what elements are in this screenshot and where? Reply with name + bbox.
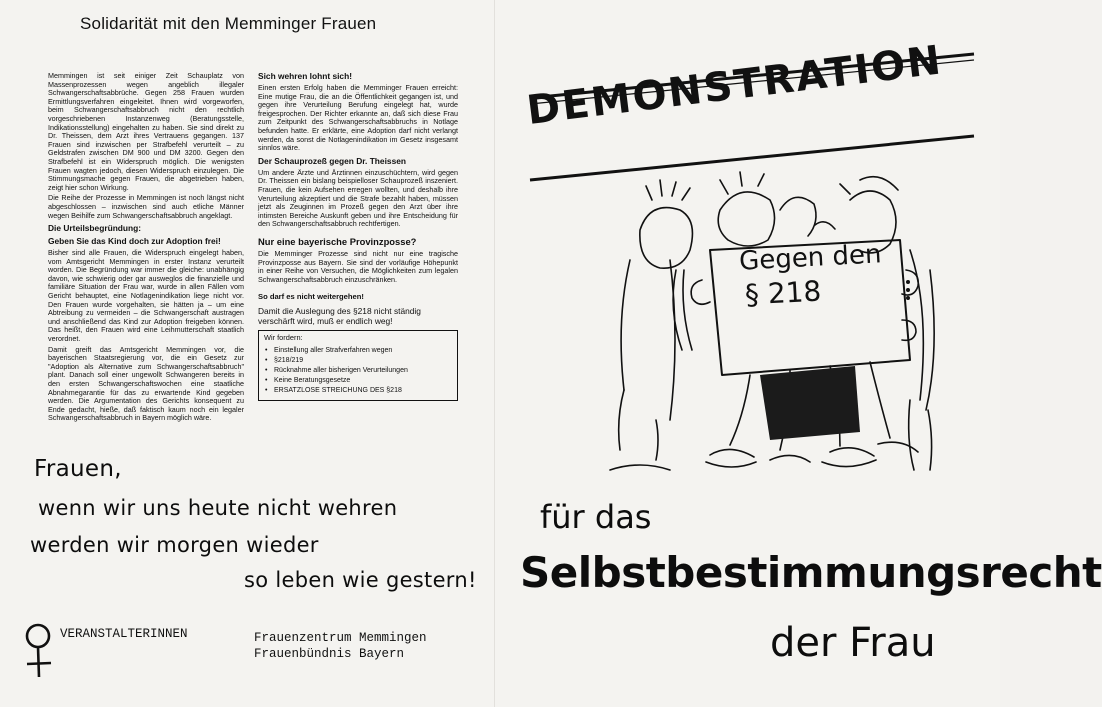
- demand-item: • §218/219: [274, 356, 452, 366]
- urteil-subheading: Geben Sie das Kind doch zur Adoption frei!: [48, 236, 221, 247]
- demands-box: [258, 330, 458, 401]
- intro-paragraph: Memmingen ist seit einiger Zeit Schauplatz von Massenprozessen wegen angeblich illegaler Schwangerschaftsabbrüche. Gegen 258 Frauen wurden Ermittlungsverfahren eingeleitet. Ihnen wird vorgeworfen, beim Schwangerschaftsabbruch nicht den rechtlich vorgeschriebenen Instanzenweg (Beratungsstelle, Indikationsstellung) eingehalten zu haben. Sie sind direkt zu Dr. Theissen, dem Arzt ihres Vertrauens gegangen. 137 Frauen sind inzwischen per Strafbefehl verurteilt – zu Geldstrafen zwischen DM 900 und DM 3200. Gegen den Strafbefehl ist ein Widerspruch möglich. Die wenigsten Frauen wagten jedoch, diesen Widerspruch einzulegen. Die Stimmungsmache gegen Frauen, die abgetrieben haben, zeigt hier schon Wirkung.: [48, 71, 244, 192]
- damit-paragraph: Damit greift das Amtsgericht Memmingen vor, die bayerischen Staatsregierung vor, die ein Gesetz zur "Adoption als Alternative zum Schwangerschaftsabbruch" plant. Danach soll einer ungewollt Schwangeren bereits in den ersten Schwangerschaftswochen eine staatliche Abnahmegarantie für das zu erwartende Kind gegeben werden. Die Argumentation des Gerichts konsequent zu Ende gedacht, hieße, daß faktisch kaum noch ein legaler Schwangerschaftsabbruch in Bayern möglich wäre.: [48, 344, 244, 423]
- organizer-name: Frauenzentrum Memmingen: [254, 631, 427, 645]
- page-fold: [494, 0, 495, 707]
- text-column-1: [48, 72, 244, 425]
- schauprozess-paragraph: Um andere Ärzte und Ärztinnen einzuschüchtern, wird gegen Dr. Theissen ein bislang beispielloser Schauprozeß inszeniert. Frauen, die kein Aufsehen erregen wollten, und deshalb ihre Verurteilung akzeptiert und die Strafe bezahlt haben, müssen jetzt als Zeuginnen im Prozeß gegen den Arzt über ihre intimsten Bereiche Auskunft geben und ihre Entscheidung für den Schwangerschaftsabbruch rechtfertigen.: [258, 167, 458, 229]
- weiter-heading: So darf es nicht weitergehen!: [258, 292, 364, 302]
- protest-sign-text: [738, 239, 883, 312]
- slogan-line-2: Selbstbestimmungsrecht: [520, 548, 1102, 597]
- demand-item: • Rücknahme aller bisherigen Verurteilungen: [274, 366, 452, 376]
- left-title: Solidarität mit den Memminger Frauen: [80, 14, 377, 33]
- handwritten-line-3: werden wir morgen wieder: [30, 533, 319, 557]
- handwritten-line-2: wenn wir uns heute nicht wehren: [38, 496, 398, 520]
- organizers-names: [254, 630, 427, 662]
- venus-symbol-icon: [22, 622, 56, 680]
- slogan-line-1: für das: [540, 498, 652, 536]
- demand-item: • ERSATZLOSE STREICHUNG DES §218: [274, 386, 452, 396]
- organizer-name: Frauenbündnis Bayern: [254, 647, 405, 661]
- demands-list: [264, 346, 452, 396]
- handwritten-line-1: Frauen,: [34, 456, 122, 482]
- urteil-paragraph: Bisher sind alle Frauen, die Widerspruch eingelegt haben, vom Amtsgericht Memmingen in erster Instanz verurteilt worden. Die Begründung war immer die gleiche: unabhängig davon, wie schwierig oder gar ausweglos die finanzielle und familiäre Situation der Frau war, wurde in allen Fällen vom Gericht behauptet, eine Notlagenindikation liege nicht vor. Den Frauen wurde vorgehalten, sie hätten ja – um eine Abtreibung zu vermeiden – die Schwangerschaft austragen und anschließend das Kind zur Adoption freigeben können. Das heißt, den Frauen wird eine Leihmutterschaft staatlich verordnet.: [48, 248, 244, 344]
- slogan-line-3: der Frau: [770, 620, 936, 666]
- demand-item: • Einstellung aller Strafverfahren wegen: [274, 346, 452, 356]
- provinz-paragraph: Die Memminger Prozesse sind nicht nur eine tragische Provinzposse aus Bayern. Sie sind der vorläufige Höhepunkt in einer Reihe von Versuchen, die Möglichkeiten zum legalen Schwangerschaftsabbruch einzuschränken.: [258, 248, 458, 284]
- demands-heading: Wir fordern:: [264, 333, 303, 343]
- protest-crowd-illustration: [610, 170, 940, 500]
- provinz-heading: Nur eine bayerische Provinzposse?: [258, 235, 417, 247]
- organizers-label: VERANSTALTERINNEN: [60, 627, 188, 641]
- text-column-2: [258, 68, 458, 401]
- wehren-paragraph: Einen ersten Erfolg haben die Memminger Frauen erreicht: Eine mutige Frau, die an die Öffentlichkeit gegangen ist, und gegen ihre Verurteilung Berufung eingelegt hat, wurde freigesprochen. Der Richter erkannte an, daß sich diese Frau zum Zeitpunkt des Schwangerschaftsabbruchs in Notlage befunden hatte. Er erklärte, eine Adoption darf nicht verlangt werden, da sonst die Notlagenindikation im Gesetz insgesamt sinnlos wäre.: [258, 83, 458, 153]
- sign-line-2: § 218: [744, 274, 823, 312]
- demonstration-heading: DEMONSTRATION: [524, 37, 946, 134]
- sign-line-1: Gegen den: [738, 239, 883, 277]
- demand-item: • Keine Beratungsgesetze: [274, 376, 452, 386]
- prozesse-paragraph: Die Reihe der Prozesse in Memmingen ist noch längst nicht abgeschlossen – inzwischen sind auch etliche Männer wegen Beihilfe zum Schwangerschaftsabbruch angeklagt.: [48, 193, 244, 220]
- handwritten-line-4: so leben wie gestern!: [244, 568, 477, 592]
- wehren-heading: Sich wehren lohnt sich!: [258, 71, 352, 81]
- damit-note: Damit die Auslegung des §218 nicht ständig verschärft wird, muß er endlich weg!: [258, 306, 421, 327]
- urteil-heading: Die Urteilsbegründung:: [48, 223, 142, 234]
- schauprozess-heading: Der Schauprozeß gegen Dr. Theissen: [258, 155, 406, 166]
